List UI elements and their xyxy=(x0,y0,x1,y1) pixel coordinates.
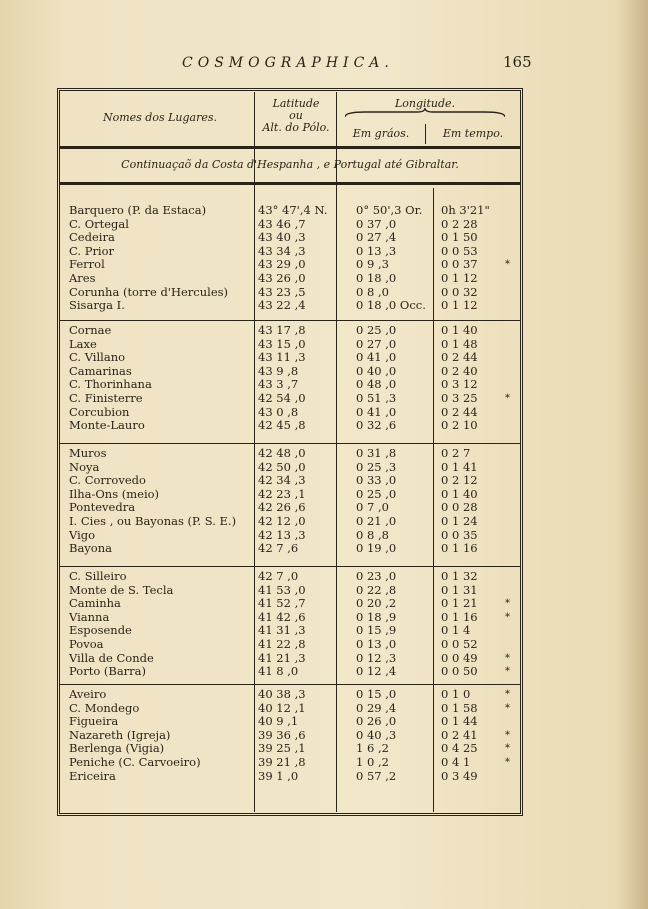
table-row xyxy=(0,542,648,556)
longitude-time-value: 0 1 0 xyxy=(441,687,471,701)
header-latitude-line3: Alt. do Pólo. xyxy=(262,121,330,134)
latitude-value: 41 22 ,8 xyxy=(258,637,306,651)
longitude-degrees-value: 0 25 ,0 xyxy=(356,323,397,337)
longitude-degrees-value: 0 41 ,0 xyxy=(356,350,397,365)
latitude-value: 39 25 ,1 xyxy=(258,741,306,756)
place-name: Figueira xyxy=(69,715,119,729)
longitude-degrees-value: 0 18 ,0 xyxy=(356,271,397,285)
table-row xyxy=(0,286,648,300)
table-row xyxy=(0,638,648,652)
longitude-degrees-value: 0 9 ,3 xyxy=(356,257,389,272)
longitude-time-value: 0 2 44 xyxy=(441,350,478,365)
place-name: C. Villano xyxy=(69,351,126,365)
longitude-degrees-value: 0 8 ,0 xyxy=(356,284,389,299)
table-row xyxy=(0,365,648,379)
place-name: Ilha-Ons (meio) xyxy=(69,487,160,501)
longitude-degrees-value: 0° 50',3 Or. xyxy=(356,203,423,217)
page-number: 165 xyxy=(503,53,532,71)
section-rule xyxy=(60,182,520,185)
latitude-value: 42 50 ,0 xyxy=(258,459,306,474)
longitude-time-value: 0 1 16 xyxy=(441,541,478,556)
latitude-value: 42 45 ,8 xyxy=(258,418,306,433)
header-rule xyxy=(60,146,520,149)
table-row xyxy=(0,597,648,611)
longitude-degrees-value: 0 15 ,0 xyxy=(356,687,397,701)
asterisk-mark: * xyxy=(505,729,510,741)
longitude-time-value: 0 0 32 xyxy=(441,284,478,299)
longitude-degrees-value: 0 41 ,0 xyxy=(356,404,397,419)
group-divider xyxy=(60,566,520,567)
table-row xyxy=(0,702,648,716)
longitude-time-value: 0 4 25 xyxy=(441,741,478,756)
table-row xyxy=(0,688,648,702)
longitude-brace xyxy=(345,108,505,118)
longitude-time-value: 0 1 21 xyxy=(441,596,478,611)
place-name: Ares xyxy=(69,272,96,285)
place-name: Muros xyxy=(69,447,107,460)
longitude-degrees-value: 0 27 ,4 xyxy=(356,230,397,245)
longitude-degrees-value: 0 13 ,3 xyxy=(356,243,397,258)
asterisk-mark: * xyxy=(505,393,510,404)
longitude-time-value: 0 2 7 xyxy=(441,446,471,460)
latitude-value: 43 34 ,3 xyxy=(258,243,306,258)
longitude-degrees-value: 1 6 ,2 xyxy=(356,741,389,756)
place-name: Barquero (P. da Estaca) xyxy=(69,204,207,217)
header-names: Nomes dos Lugares. xyxy=(102,111,218,124)
place-name: C. Thorinhana xyxy=(69,378,152,392)
table-row xyxy=(0,742,648,756)
longitude-degrees-value: 0 25 ,3 xyxy=(356,459,397,474)
longitude-time-value: 0 1 40 xyxy=(441,323,478,337)
asterisk-mark: * xyxy=(505,743,510,755)
table-row xyxy=(0,584,648,598)
longitude-degrees-value: 0 21 ,0 xyxy=(356,514,397,528)
asterisk-mark: * xyxy=(505,689,510,700)
table-row xyxy=(0,515,648,529)
group-divider xyxy=(60,320,520,321)
table-row xyxy=(0,378,648,392)
longitude-time-value: 0 3 12 xyxy=(441,377,478,392)
table-row xyxy=(0,218,648,232)
longitude-degrees-value: 0 57 ,2 xyxy=(356,768,397,783)
asterisk-mark: * xyxy=(505,259,510,271)
place-name: Bayona xyxy=(69,542,112,556)
table-row xyxy=(0,501,648,515)
place-name: Corunha (torre d'Hercules) xyxy=(69,285,229,299)
place-name: Berlenga (Vigia) xyxy=(69,742,165,756)
longitude-time-value: 0 4 1 xyxy=(441,755,471,769)
latitude-value: 43 15 ,0 xyxy=(258,336,306,351)
longitude-time-value: 0 0 50 xyxy=(441,664,478,679)
longitude-degrees-value: 0 22 ,8 xyxy=(356,582,397,597)
place-name: Cornae xyxy=(69,324,112,337)
longitude-time-value: 0 3 49 xyxy=(441,768,478,783)
latitude-value: 39 21 ,8 xyxy=(258,755,306,769)
longitude-time-value: 0 0 53 xyxy=(441,243,478,258)
table-row xyxy=(0,338,648,352)
place-name: Camarinas xyxy=(69,364,132,378)
table-row xyxy=(0,488,648,502)
table-row xyxy=(0,529,648,543)
place-name: Ericeira xyxy=(69,769,116,783)
longitude-time-value: 0 0 37 xyxy=(441,257,478,272)
latitude-value: 41 53 ,0 xyxy=(258,582,306,597)
latitude-value: 40 38 ,3 xyxy=(258,687,306,701)
asterisk-mark: * xyxy=(505,757,510,768)
longitude-degrees-value: 0 23 ,0 xyxy=(356,569,397,583)
longitude-degrees-value: 0 8 ,8 xyxy=(356,527,389,542)
table-row xyxy=(0,231,648,245)
place-name: C. Finisterre xyxy=(69,392,143,405)
table-row xyxy=(0,570,648,584)
latitude-value: 41 21 ,3 xyxy=(258,650,306,665)
table-row xyxy=(0,299,648,313)
place-name: Esposende xyxy=(69,624,132,638)
header-latitude-line2: ou xyxy=(289,109,303,122)
place-name: Aveiro xyxy=(69,688,107,701)
latitude-value: 41 31 ,3 xyxy=(258,623,306,638)
longitude-degrees-value: 0 18 ,9 xyxy=(356,609,397,624)
place-name: Porto (Barra) xyxy=(69,665,147,679)
longitude-degrees-value: 0 15 ,9 xyxy=(356,623,397,638)
longitude-time-value: 0 2 12 xyxy=(441,473,478,488)
longitude-time-value: 0 0 49 xyxy=(441,650,478,665)
latitude-value: 42 48 ,0 xyxy=(258,446,306,460)
latitude-value: 43 17 ,8 xyxy=(258,323,306,337)
latitude-value: 41 42 ,6 xyxy=(258,609,306,624)
latitude-value: 42 23 ,1 xyxy=(258,486,306,501)
latitude-value: 43 11 ,3 xyxy=(258,350,306,365)
longitude-degrees-value: 0 18 ,0 Occ. xyxy=(356,298,426,313)
latitude-value: 42 34 ,3 xyxy=(258,473,306,488)
latitude-value: 40 9 ,1 xyxy=(258,714,299,729)
place-name: Laxe xyxy=(69,337,97,351)
asterisk-mark: * xyxy=(505,598,510,610)
latitude-value: 42 54 ,0 xyxy=(258,391,306,405)
latitude-value: 42 13 ,3 xyxy=(258,527,306,542)
place-name: Sisarga I. xyxy=(69,299,125,313)
header-longitude: Longitude. xyxy=(394,97,456,110)
header-degrees: Em gráos. xyxy=(352,127,410,140)
longitude-time-value: 0 1 4 xyxy=(441,623,471,638)
longitude-degrees-value: 1 0 ,2 xyxy=(356,755,389,769)
longitude-degrees-value: 0 26 ,0 xyxy=(356,714,397,729)
table-row xyxy=(0,272,648,286)
place-name: C. Silleiro xyxy=(69,570,127,583)
longitude-degrees-value: 0 40 ,3 xyxy=(356,727,397,742)
longitude-degrees-value: 0 48 ,0 xyxy=(356,377,397,392)
table-row xyxy=(0,392,648,406)
group-divider xyxy=(60,443,520,444)
longitude-time-value: 0 1 50 xyxy=(441,230,478,245)
group-divider xyxy=(60,684,520,685)
place-name: Monte de S. Tecla xyxy=(69,583,174,597)
latitude-value: 43 40 ,3 xyxy=(258,230,306,245)
table-row xyxy=(0,461,648,475)
place-name: Noya xyxy=(69,460,100,474)
latitude-value: 42 12 ,0 xyxy=(258,514,306,528)
table-row xyxy=(0,447,648,461)
latitude-value: 43 0 ,8 xyxy=(258,404,299,419)
latitude-value: 39 1 ,0 xyxy=(258,768,299,783)
table-row xyxy=(0,406,648,420)
longitude-time-value: 0 1 32 xyxy=(441,569,478,583)
place-name: Villa de Conde xyxy=(69,651,154,665)
longitude-time-value: 0 2 41 xyxy=(441,727,478,742)
table-row xyxy=(0,652,648,666)
table-row xyxy=(0,611,648,625)
longitude-time-value: 0 2 10 xyxy=(441,418,478,433)
latitude-value: 42 26 ,6 xyxy=(258,500,306,515)
latitude-value: 41 52 ,7 xyxy=(258,596,306,611)
table-row xyxy=(0,351,648,365)
longitude-time-value: 0 1 12 xyxy=(441,298,478,313)
longitude-time-value: 0 2 40 xyxy=(441,363,478,378)
latitude-value: 41 8 ,0 xyxy=(258,664,299,679)
asterisk-mark: * xyxy=(505,611,510,623)
latitude-value: 43 29 ,0 xyxy=(258,257,306,272)
place-name: Vianna xyxy=(69,610,110,624)
latitude-value: 43 9 ,8 xyxy=(258,363,299,378)
place-name: Cedeira xyxy=(69,231,115,245)
longitude-time-value: 0 2 28 xyxy=(441,216,478,231)
longitude-degrees-value: 0 31 ,8 xyxy=(356,446,397,460)
place-name: Monte-Lauro xyxy=(69,419,145,433)
place-name: Nazareth (Igreja) xyxy=(69,728,171,742)
longitude-degrees-value: 0 29 ,4 xyxy=(356,700,397,715)
longitude-time-value: 0 1 24 xyxy=(441,514,478,528)
longitude-degrees-value: 0 25 ,0 xyxy=(356,486,397,501)
table-row xyxy=(0,665,648,679)
table-row xyxy=(0,419,648,433)
longitude-time-value: 0 1 41 xyxy=(441,459,478,474)
place-name: I. Cies , ou Bayonas (P. S. E.) xyxy=(69,515,237,528)
asterisk-mark: * xyxy=(505,666,510,678)
table-row xyxy=(0,324,648,338)
longitude-degrees-value: 0 19 ,0 xyxy=(356,541,397,556)
place-name: C. Prior xyxy=(69,244,115,258)
latitude-value: 42 7 ,0 xyxy=(258,569,299,583)
longitude-degrees-value: 0 7 ,0 xyxy=(356,500,389,515)
longitude-degrees-value: 0 37 ,0 xyxy=(356,216,397,231)
header-latitude xyxy=(256,98,336,134)
latitude-value: 39 36 ,6 xyxy=(258,727,306,742)
latitude-value: 43° 47',4 N. xyxy=(258,203,328,217)
running-title: COSMOGRAPHICA. xyxy=(182,55,394,71)
place-name: Caminha xyxy=(69,597,121,611)
place-name: Povoa xyxy=(69,638,104,651)
latitude-value: 42 7 ,6 xyxy=(258,541,299,556)
latitude-value: 43 3 ,7 xyxy=(258,377,299,392)
place-name: C. Ortegal xyxy=(69,217,129,231)
longitude-time-value: 0 1 44 xyxy=(441,714,478,729)
table-row xyxy=(0,770,648,784)
place-name: C. Corrovedo xyxy=(69,474,146,488)
longitude-time-value: 0 1 12 xyxy=(441,271,478,285)
table-row xyxy=(0,756,648,770)
place-name: Ferrol xyxy=(69,258,105,272)
section-title: Continuaçaõ da Costa d'Hespanha , e Portugal até Gibraltar. xyxy=(121,158,459,171)
longitude-time-value: 0 1 31 xyxy=(441,582,478,597)
column-divider-header-time xyxy=(425,124,426,144)
longitude-time-value: 0 1 16 xyxy=(441,609,478,624)
place-name: Pontevedra xyxy=(69,501,136,515)
longitude-degrees-value: 0 20 ,2 xyxy=(356,596,397,611)
asterisk-mark: * xyxy=(505,702,510,714)
latitude-value: 43 26 ,0 xyxy=(258,271,306,285)
table-row xyxy=(0,258,648,272)
longitude-degrees-value: 0 40 ,0 xyxy=(356,363,397,378)
table-row xyxy=(0,474,648,488)
longitude-degrees-value: 0 12 ,3 xyxy=(356,650,397,665)
longitude-time-value: 0 1 58 xyxy=(441,700,478,715)
longitude-degrees-value: 0 27 ,0 xyxy=(356,336,397,351)
longitude-time-value: 0 0 52 xyxy=(441,637,478,651)
latitude-value: 40 12 ,1 xyxy=(258,700,306,715)
table-row xyxy=(0,729,648,743)
longitude-degrees-value: 0 33 ,0 xyxy=(356,473,397,488)
longitude-degrees-value: 0 32 ,6 xyxy=(356,418,397,433)
place-name: Peniche (C. Carvoeiro) xyxy=(69,756,201,769)
table-row xyxy=(0,624,648,638)
header-latitude-line1: Latitude xyxy=(272,97,320,110)
longitude-time-value: 0 1 40 xyxy=(441,486,478,501)
asterisk-mark: * xyxy=(505,652,510,664)
longitude-time-value: 0 2 44 xyxy=(441,404,478,419)
longitude-time-value: 0 1 48 xyxy=(441,336,478,351)
latitude-value: 43 22 ,4 xyxy=(258,298,306,313)
latitude-value: 43 46 ,7 xyxy=(258,216,306,231)
longitude-time-value: 0 0 35 xyxy=(441,527,478,542)
table-row xyxy=(0,204,648,218)
place-name: Corcubion xyxy=(69,405,130,419)
longitude-degrees-value: 0 51 ,3 xyxy=(356,391,397,405)
place-name: Vigo xyxy=(69,528,96,542)
longitude-time-value: 0 0 28 xyxy=(441,500,478,515)
longitude-time-value: 0h 3'21" xyxy=(441,203,490,217)
place-name: C. Mondego xyxy=(69,701,140,715)
table-row xyxy=(0,715,648,729)
longitude-time-value: 0 3 25 xyxy=(441,391,478,405)
table-row xyxy=(0,245,648,259)
latitude-value: 43 23 ,5 xyxy=(258,284,306,299)
longitude-degrees-value: 0 13 ,0 xyxy=(356,637,397,651)
longitude-degrees-value: 0 12 ,4 xyxy=(356,664,397,679)
header-time: Em tempo. xyxy=(442,127,504,140)
